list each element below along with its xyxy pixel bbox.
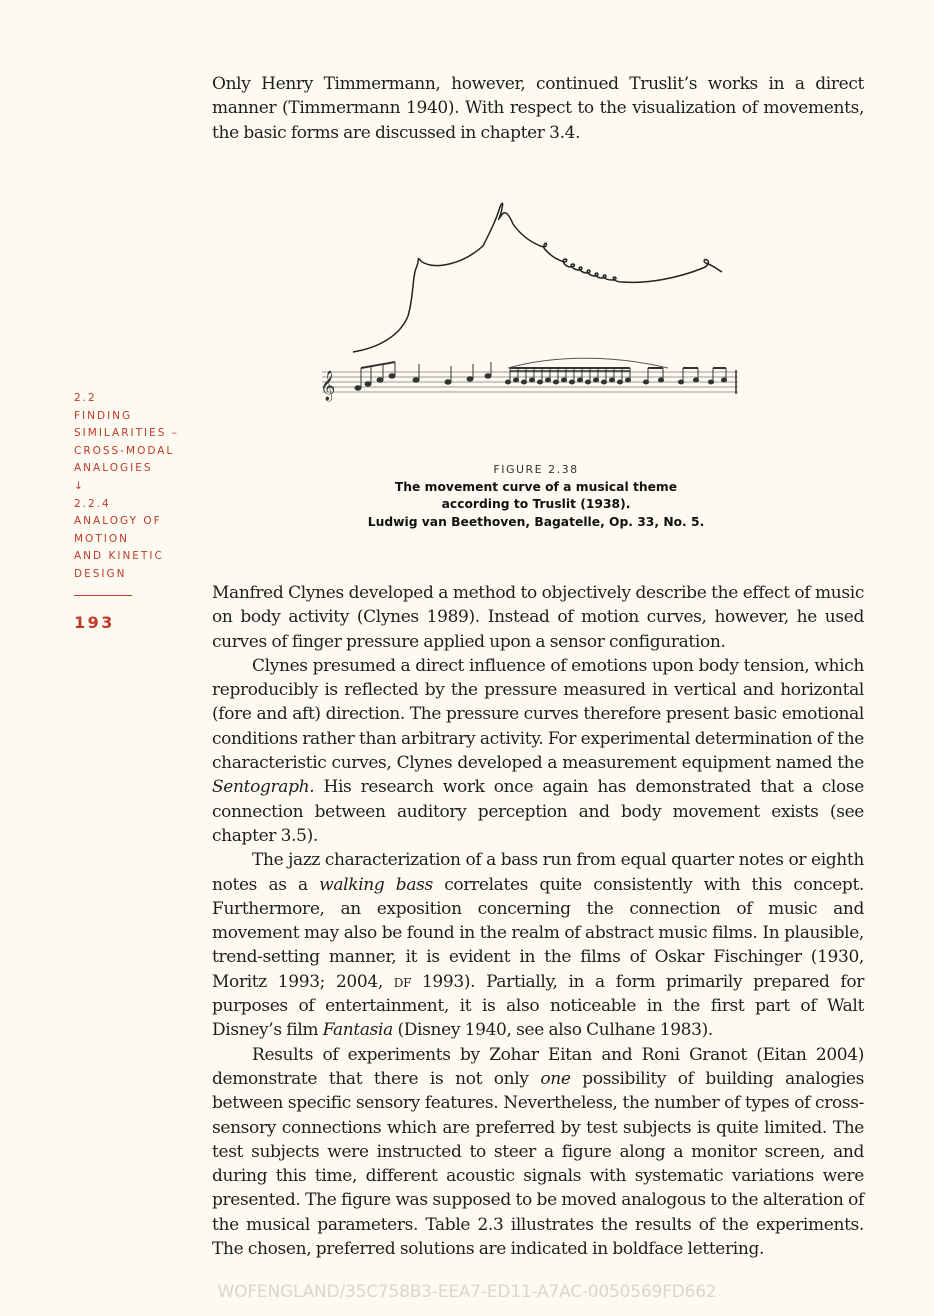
music-notes xyxy=(355,362,736,394)
text-run: possibility of building analogies between specific sensory features. Nevertheless, the number of types of cross-sensory connections which are preferred by test subjects is quite limited. The test subjects were instructed to steer a figure along a monitor screen, and during this time, different acoustic signals with systematic variations were presented. The figure was supposed to be moved analogous to the alteration of the musical parameters. Table 2.3 illustrates the results of the experiments. The chosen, preferred solutions are indicated in boldface lettering. xyxy=(212,1068,864,1260)
figure-label: FIGURE 2.38 xyxy=(493,463,579,476)
text-run: The jazz characterization of a bass run from equal quarter notes or eighth notes as a xyxy=(212,850,864,895)
section-number: 2.2 xyxy=(74,392,97,404)
intro-paragraph: Only Henry Timmermann, however, continued Truslit’s works in a direct manner (Timmermann 1940). With respect to the visualization of movements, the basic forms are discussed in chapter 3.4. xyxy=(212,74,864,143)
section-title-line: FINDING xyxy=(74,409,133,422)
watermark: WOFENGLAND/35C758B3-EEA7-ED11-A7AC-0050569FD662 xyxy=(217,1282,717,1302)
italic-term: Fantasia xyxy=(322,1020,393,1041)
paragraph xyxy=(212,848,864,1042)
intro-text xyxy=(212,72,864,145)
section-title-line: ANALOGIES xyxy=(74,462,153,475)
italic-term: one xyxy=(540,1068,571,1089)
figure-caption xyxy=(336,461,736,531)
page-number-divider xyxy=(74,595,132,596)
text-run: Clynes presumed a direct influence of emotions upon body tension, which reproducibly is reflected by the pressure measured in vertical and horizontal (fore and aft) direction. The pressure curves therefore present basic emotional conditions rather than arbitrary activity. For experimental determination of the characteristic curves, Clynes developed a measurement equipment named the xyxy=(212,655,864,774)
page-number: 193 xyxy=(74,613,115,632)
italic-term: walking bass xyxy=(319,874,433,895)
section-title-line: CROSS-MODAL xyxy=(74,444,175,457)
paragraph xyxy=(212,654,864,848)
down-arrow-icon: ↓ xyxy=(74,479,85,492)
caption-line-2: according to Truslit (1938). xyxy=(441,497,631,511)
body-text xyxy=(212,581,864,1261)
paragraph xyxy=(212,1043,864,1262)
section-title-line: SIMILARITIES – xyxy=(74,427,179,440)
section-sidebar xyxy=(74,390,194,584)
subsection-title-line: AND KINETIC xyxy=(74,550,164,563)
italic-term: Sentograph. xyxy=(212,777,315,798)
subsection-title-line: ANALOGY OF xyxy=(74,515,162,528)
subsection-number: 2.2.4 xyxy=(74,497,111,510)
movement-curve xyxy=(353,203,722,352)
subsection-title-line: MOTION xyxy=(74,532,129,545)
text-run: (Disney 1940, see also Culhane 1983). xyxy=(392,1020,713,1041)
phrase-slur xyxy=(508,358,668,368)
text-run: His research work once again has demonstrated that a close connection between auditory perception and body movement exists (see chapter 3.5). xyxy=(212,777,864,846)
text-run: 1993). Partially, in a form primarily prepared for purposes of entertainment, it is also noticeable in the first part of Walt Disney’s film xyxy=(212,971,864,1041)
small-caps-term: df xyxy=(393,971,412,992)
subsection-title-line: DESIGN xyxy=(74,567,127,580)
caption-line-1: The movement curve of a musical theme xyxy=(394,479,678,494)
text-run: correlates quite consistently with this concept. Furthermore, an exposition concerning the connection of music and movement may also be found in the realm of abstract music films. In plausible, trend-setting manner, it is evident in the films of Oskar Fischinger (1930, Moritz 1993; 2004, xyxy=(212,874,864,992)
movement-curve-figure xyxy=(318,196,748,426)
text-run: Results of experiments by Zohar Eitan and Roni Granot (Eitan 2004) demonstrate that there is not only xyxy=(212,1044,864,1089)
paragraph: Manfred Clynes developed a method to objectively describe the effect of music on body activity (Clynes 1989). Instead of motion curves, however, he used curves of finger pressure applied upon a sensor configuration. xyxy=(212,583,864,652)
treble-clef-icon: 𝄞 xyxy=(320,371,336,401)
caption-line-3: Ludwig van Beethoven, Bagatelle, Op. 33, No. 5. xyxy=(367,514,705,529)
